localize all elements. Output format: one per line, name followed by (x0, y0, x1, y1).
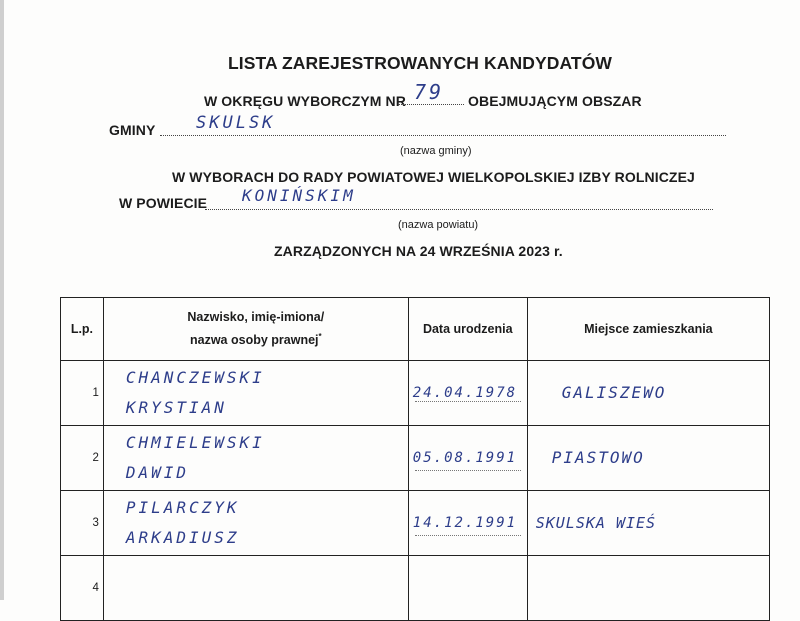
table-row (61, 491, 770, 556)
row-dob: 24.04.1978 (412, 385, 518, 401)
row-lp: 2 (61, 426, 104, 491)
row-surname: CHANCZEWSKI (125, 368, 265, 387)
row-given-name: ARKADIUSZ (125, 528, 240, 547)
row-dob-cell (408, 361, 527, 426)
header-name-mark: * (318, 331, 322, 341)
row-given-name: KRYSTIAN (125, 398, 227, 417)
row-dob-dots (415, 401, 521, 402)
row-dob-cell (408, 491, 527, 556)
row-dob-dots (415, 535, 521, 536)
okreg-number: 79 (414, 80, 445, 104)
header-name (103, 298, 408, 361)
header-lp: L.p. (61, 298, 104, 361)
row-name-cell (103, 491, 408, 556)
row-place-cell (527, 556, 769, 621)
gmina-value: SKULSK (196, 113, 276, 133)
row-place: PIASTOWO (551, 448, 645, 467)
row-dob-cell (408, 426, 527, 491)
row-surname: CHMIELEWSKI (125, 433, 265, 452)
candidates-table (60, 297, 770, 621)
table-header-row (61, 298, 770, 361)
gmina-caption: (nazwa gminy) (400, 145, 472, 157)
row-lp: 4 (61, 556, 104, 621)
gmina-line (160, 135, 726, 136)
okreg-number-line (398, 104, 464, 105)
row-place-cell (527, 491, 769, 556)
header-place: Miejsce zamieszkania (527, 298, 769, 361)
row-place: GALISZEWO (561, 383, 667, 402)
row-dob: 05.08.1991 (412, 450, 518, 466)
gmina-label: GMINY (109, 122, 156, 138)
row-dob: 14.12.1991 (412, 515, 518, 531)
table-row (61, 361, 770, 426)
powiat-caption: (nazwa powiatu) (398, 219, 479, 231)
page-edge-shadow (0, 0, 4, 600)
row-dob-dots (415, 470, 521, 471)
zarzadzonych-line: ZARZĄDZONYCH NA 24 WRZEŚNIA 2023 r. (274, 243, 563, 259)
row-name-cell (103, 426, 408, 491)
header-name-line1: Nazwisko, imię-imiona/ (187, 309, 325, 324)
table-row (61, 426, 770, 491)
row-place: SKULSKA WIEŚ (535, 513, 657, 532)
row-dob-cell (408, 556, 527, 621)
powiat-label: W POWIECIE (119, 195, 208, 211)
wybory-line: W WYBORACH DO RADY POWIATOWEJ WIELKOPOLSKIEJ IZBY ROLNICZEJ (172, 169, 695, 185)
row-place-cell (527, 361, 769, 426)
powiat-value: KONIŃSKIM (242, 186, 356, 205)
row-name-cell (103, 556, 408, 621)
header-dob: Data urodzenia (408, 298, 527, 361)
row-lp: 1 (61, 361, 104, 426)
table-row (61, 556, 770, 621)
row-place-cell (527, 426, 769, 491)
row-surname: PILARCZYK (125, 498, 240, 517)
row-name-cell (103, 361, 408, 426)
powiat-line (205, 209, 713, 210)
document-title: LISTA ZAREJESTROWANYCH KANDYDATÓW (227, 53, 613, 73)
okreg-suffix: OBEJMUJĄCYM OBSZAR (468, 93, 642, 109)
row-lp: 3 (61, 491, 104, 556)
row-given-name: DAWID (125, 463, 190, 482)
okreg-prefix: W OKRĘGU WYBORCZYM NR (204, 93, 406, 109)
header-name-line2: nazwa osoby prawnej (190, 333, 319, 348)
